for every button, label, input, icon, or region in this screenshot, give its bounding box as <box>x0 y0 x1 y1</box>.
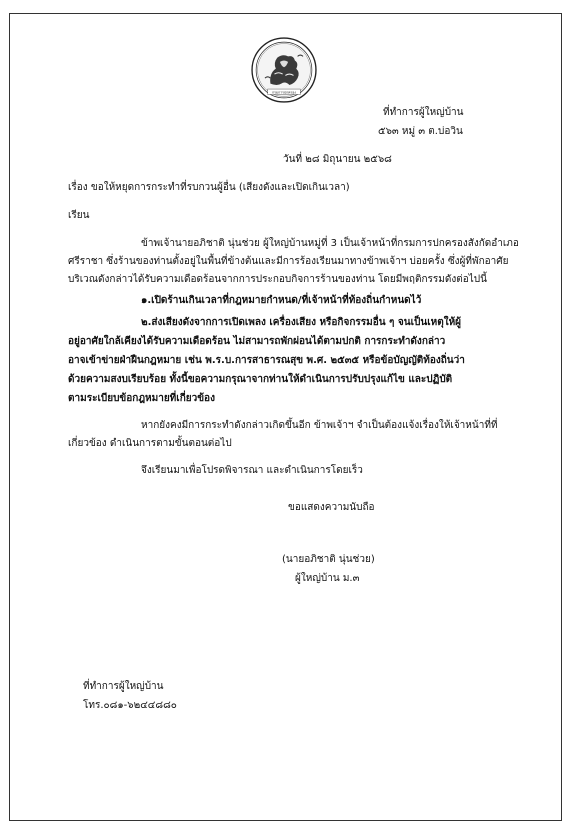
letter-date: วันที่ ๒๘ มิถุนายน ๒๕๖๘ <box>283 154 392 165</box>
sender-address: ๕๖๓ หมู่ ๓ ต.บ่อวิน <box>378 126 463 137</box>
seal-label: กรมการปกครอง <box>272 90 296 95</box>
closing-request: จึงเรียนมาเพื่อโปรดพิจารณา และดำเนินการโดยเร็ว <box>141 465 363 476</box>
footer-office: ที่ทำการผู้ใหญ่บ้าน <box>83 681 164 692</box>
body-item-1: ๑.เปิดร้านเกินเวลาที่กฎหมายกำหนด/ที่เจ้าหน้าที่ท้องถิ่นกำหนดไว้ <box>141 295 422 306</box>
signature-regards: ขอแสดงความนับถือ <box>288 502 375 513</box>
body-item-2-line-4: ด้วยความสงบเรียบร้อย ทั้งนี้ขอความกรุณาจากท่านให้ดำเนินการปรับปรุงแก้ไข และปฏิบัติ <box>68 374 453 385</box>
body-intro-line-1: ข้าพเจ้านายอภิชาติ นุ่นช่วย ผู้ใหญ่บ้านหมู่ที่ 3 เป็นเจ้าหน้าที่กรมการปกครองสังกัดอำเภอ <box>141 238 519 249</box>
signature-position: ผู้ใหญ่บ้าน ม.๓ <box>295 573 360 584</box>
signature-name: (นายอภิชาติ นุ่นช่วย) <box>282 554 375 565</box>
body-intro-line-3: บริเวณดังกล่าวได้รับความเดือดร้อนจากการประกอบกิจการร้านของท่าน โดยมีพฤติกรรมดังต่อไปนี้ <box>68 274 487 285</box>
body-warning-line-2: เกี่ยวข้อง ดำเนินการตามขั้นตอนต่อไป <box>68 438 232 449</box>
salutation: เรียน <box>68 210 90 221</box>
letter-subject: เรื่อง ขอให้หยุดการกระทำที่รบกวนผู้อื่น (เสียงดังและเปิดเกินเวลา) <box>68 182 350 193</box>
body-item-2-line-3: อาจเข้าข่ายฝ่าฝืนกฎหมาย เช่น พ.ร.บ.การสาธารณสุข พ.ศ. ๒๕๓๕ หรือข้อบัญญัติท้องถิ่นว่า <box>68 355 465 366</box>
department-seal-emblem <box>250 36 318 104</box>
body-item-2-line-1: ๒.ส่งเสียงดังจากการเปิดเพลง เครื่องเสียง หรือกิจกรรมอื่น ๆ จนเป็นเหตุให้ผู้ <box>141 317 462 328</box>
body-intro-line-2: ศรีราชา ซึ่งร้านของท่านตั้งอยู่ในพื้นที่ข้างต้นและมีการร้องเรียนมาทางข้าพเจ้าฯ บ่อยครั้ง ซึ่งผู้ที่พักอาศัย <box>68 256 509 267</box>
body-item-2-line-2: อยู่อาศัยใกล้เคียงได้รับความเดือดร้อน ไม่สามารถพักผ่อนได้ตามปกติ การกระทำดังกล่าว <box>68 336 446 347</box>
body-item-2-line-5: ตามระเบียบข้อกฎหมายที่เกี่ยวข้อง <box>68 393 215 404</box>
sender-office: ที่ทำการผู้ใหญ่บ้าน <box>383 107 464 118</box>
body-warning-line-1: หากยังคงมีการกระทำดังกล่าวเกิดขึ้นอีก ข้าพเจ้าฯ จำเป็นต้องแจ้งเรื่องให้เจ้าหน้าที่ที่ <box>141 420 498 431</box>
footer-phone: โทร.๐๘๑-๖๒๔๔๘๘๐ <box>83 700 177 711</box>
